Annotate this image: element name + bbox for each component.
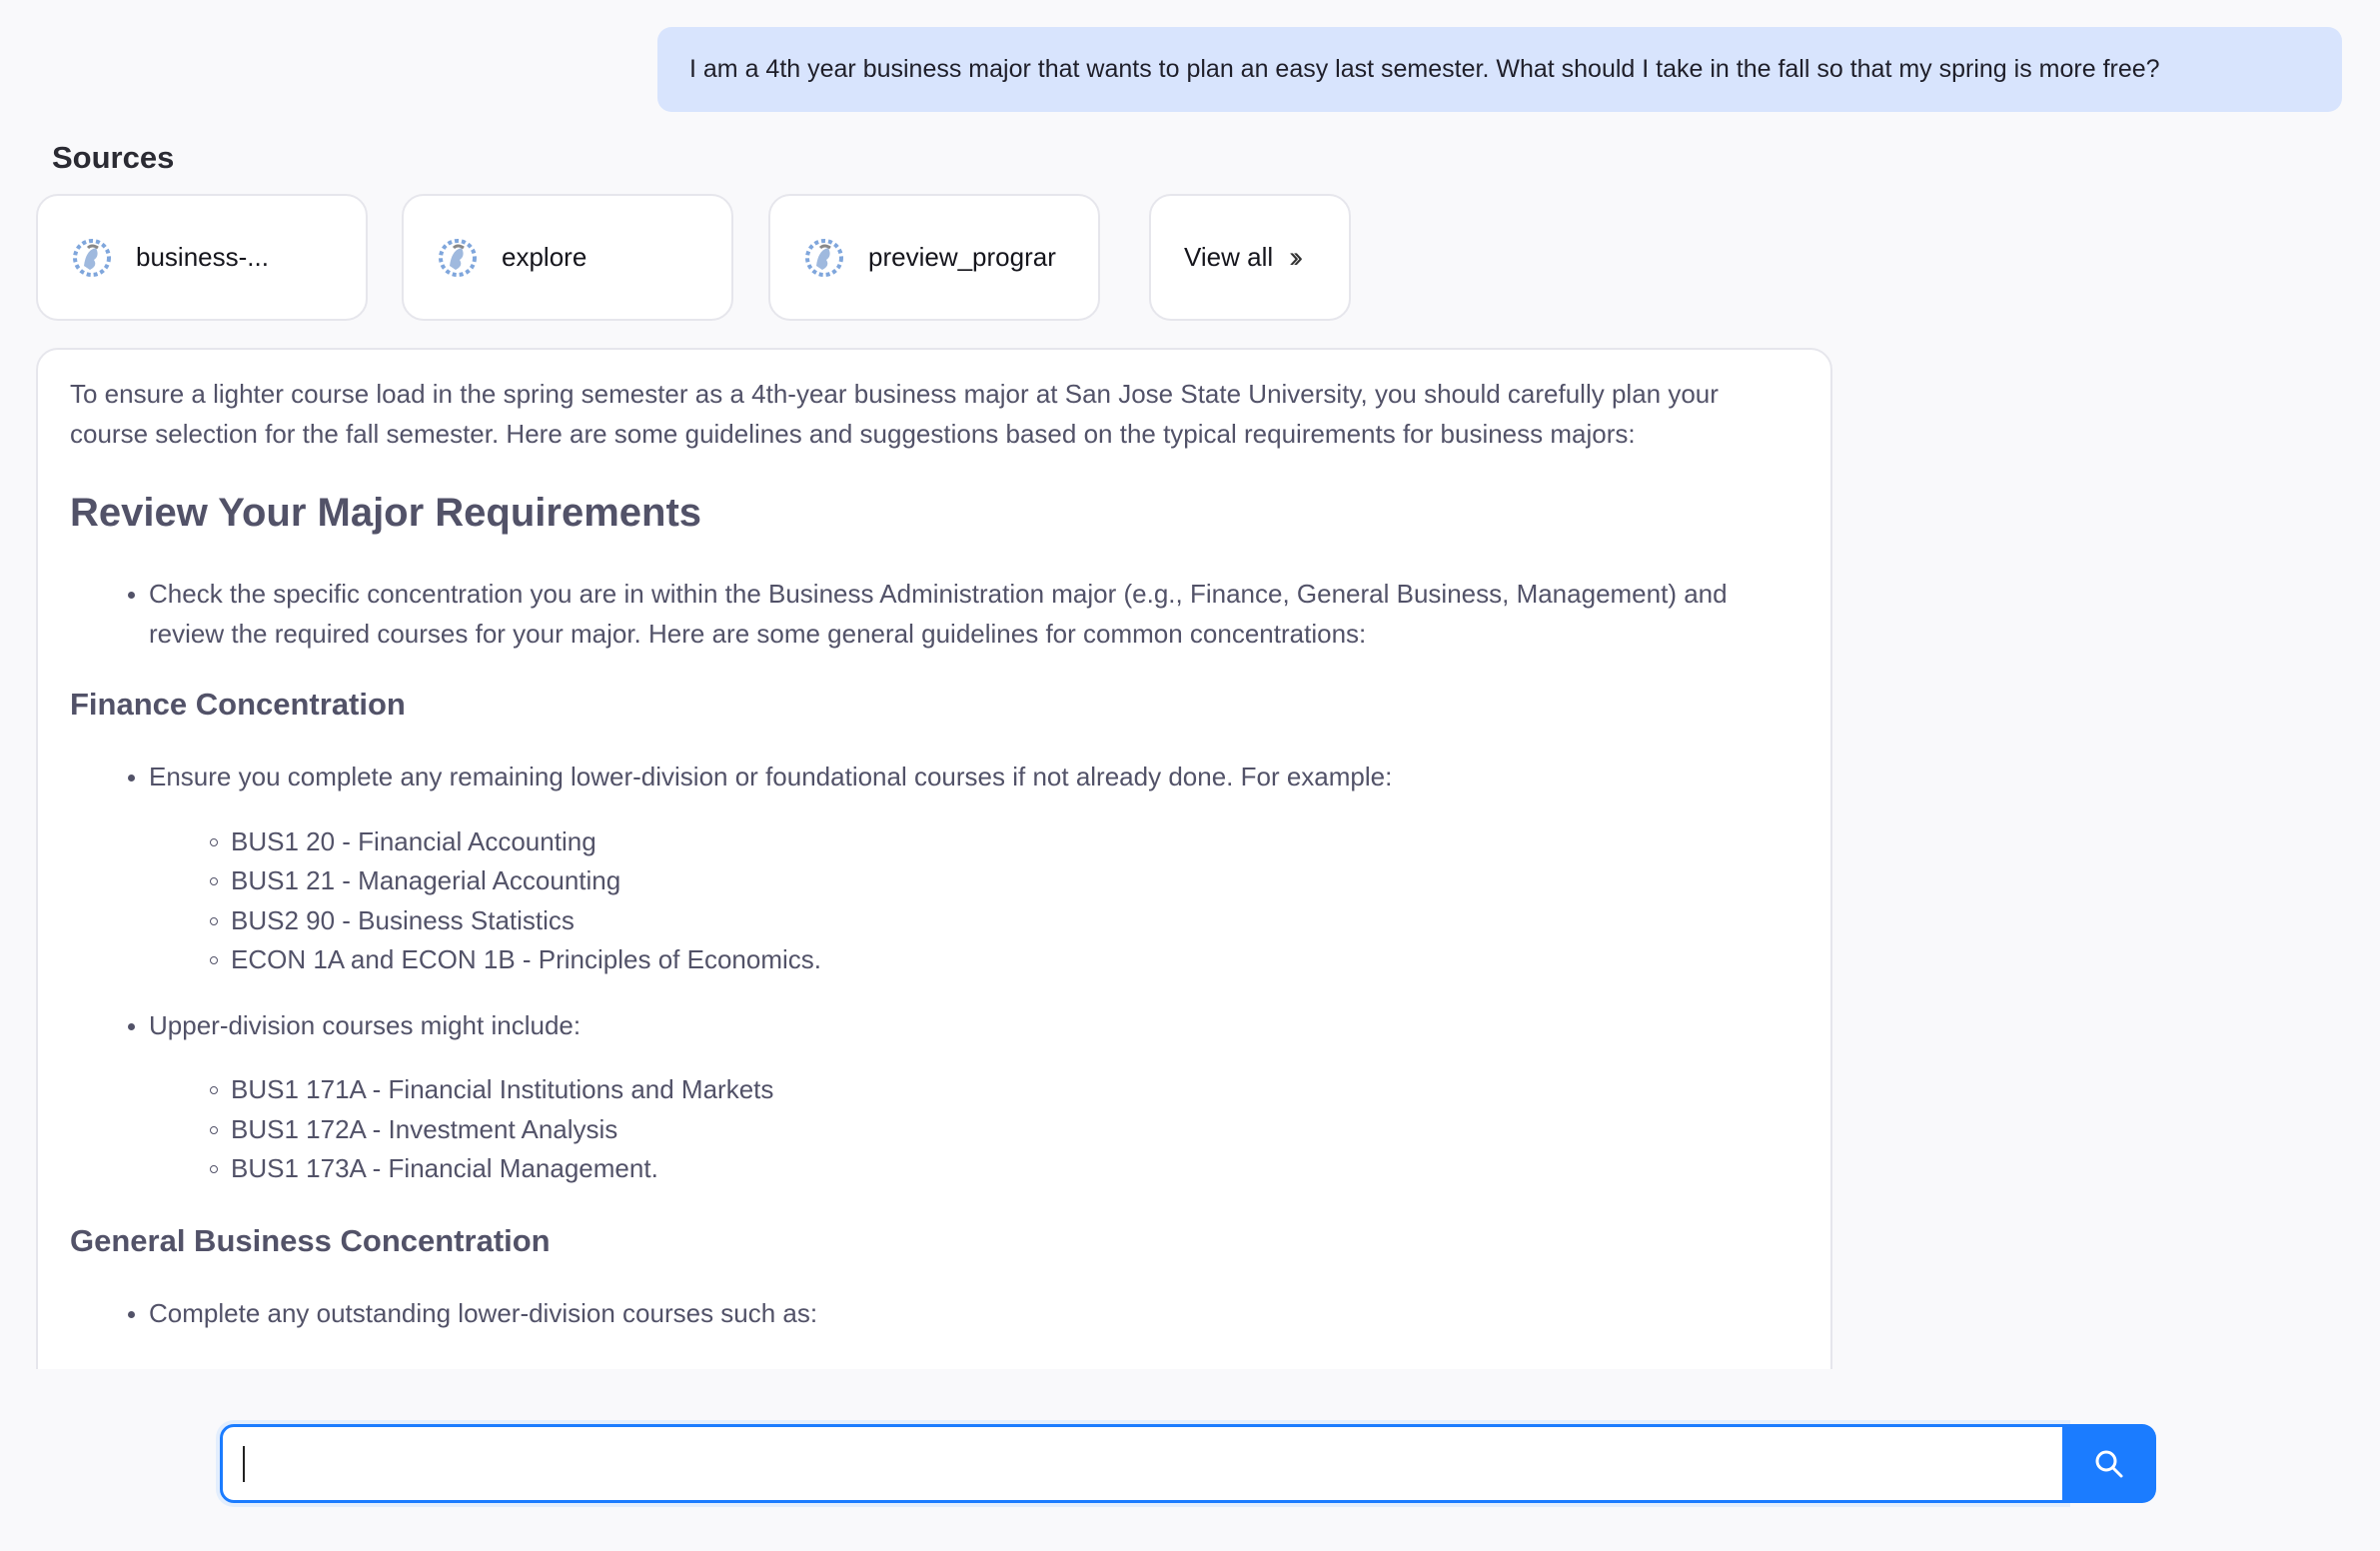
sub-list-item: BUS1 20 - Financial Accounting	[70, 822, 1798, 862]
spartan-logo-icon	[70, 236, 114, 280]
answer-intro: To ensure a lighter course load in the spring semester as a 4th-year business major at San Jose State University, you should carefully plan your course selection for the fall semester. Here are some guidelines and suggestions based on the typical requirements for business majors:	[70, 379, 1719, 449]
list-item: Check the specific concentration you are in within the Business Administration major (e.g., Finance, General Business, Management) and review the required courses for your major. Here are some general guidelines for common concentrations:	[70, 575, 1798, 654]
chevrons-right-icon: ››	[1289, 240, 1298, 274]
sources-heading: Sources	[52, 140, 175, 175]
list-item: Ensure you complete any remaining lower-division or foundational courses if not already done. For example:	[70, 758, 1798, 797]
section-heading: Review Your Major Requirements	[70, 491, 702, 535]
user-message-bubble	[657, 27, 2342, 112]
list-item: Complete any outstanding lower-division courses such as:	[70, 1294, 1798, 1334]
sub-list-item: BUS1 173A - Financial Management.	[70, 1149, 1798, 1189]
source-card-2[interactable]	[402, 194, 733, 321]
sub-list-item: ECON 1A and ECON 1B - Principles of Economics.	[70, 940, 1798, 980]
text-caret	[243, 1446, 245, 1482]
sub-list-item: BUS2 90 - Business Statistics	[70, 901, 1798, 941]
source-card-3[interactable]	[768, 194, 1100, 321]
source-label: business-...	[136, 242, 269, 272]
search-icon	[2093, 1448, 2125, 1480]
spartan-logo-icon	[802, 236, 846, 280]
finance-heading: Finance Concentration	[70, 687, 406, 722]
search-bar	[220, 1424, 2156, 1503]
source-label: preview_prograr	[868, 242, 1056, 272]
sub-list-item: BUS1 171A - Financial Institutions and Markets	[70, 1070, 1798, 1110]
source-label: explore	[502, 242, 588, 272]
chat-input[interactable]	[220, 1424, 2066, 1503]
sub-list-item: BUS1 172A - Investment Analysis	[70, 1110, 1798, 1150]
search-button[interactable]	[2062, 1424, 2156, 1503]
list-item: Upper-division courses might include:	[70, 1006, 1798, 1046]
sub-list-item: BUS1 21 - Managerial Accounting	[70, 861, 1798, 901]
view-all-label: View all	[1184, 242, 1274, 272]
spartan-logo-icon	[436, 236, 480, 280]
source-card-1[interactable]	[36, 194, 368, 321]
view-all-sources-button[interactable]	[1149, 194, 1351, 321]
general-business-heading: General Business Concentration	[70, 1222, 551, 1258]
user-message-text: I am a 4th year business major that wants to plan an easy last semester. What should I take in the fall so that my spring is more free?	[689, 55, 2160, 83]
answer-card	[36, 348, 1832, 1447]
